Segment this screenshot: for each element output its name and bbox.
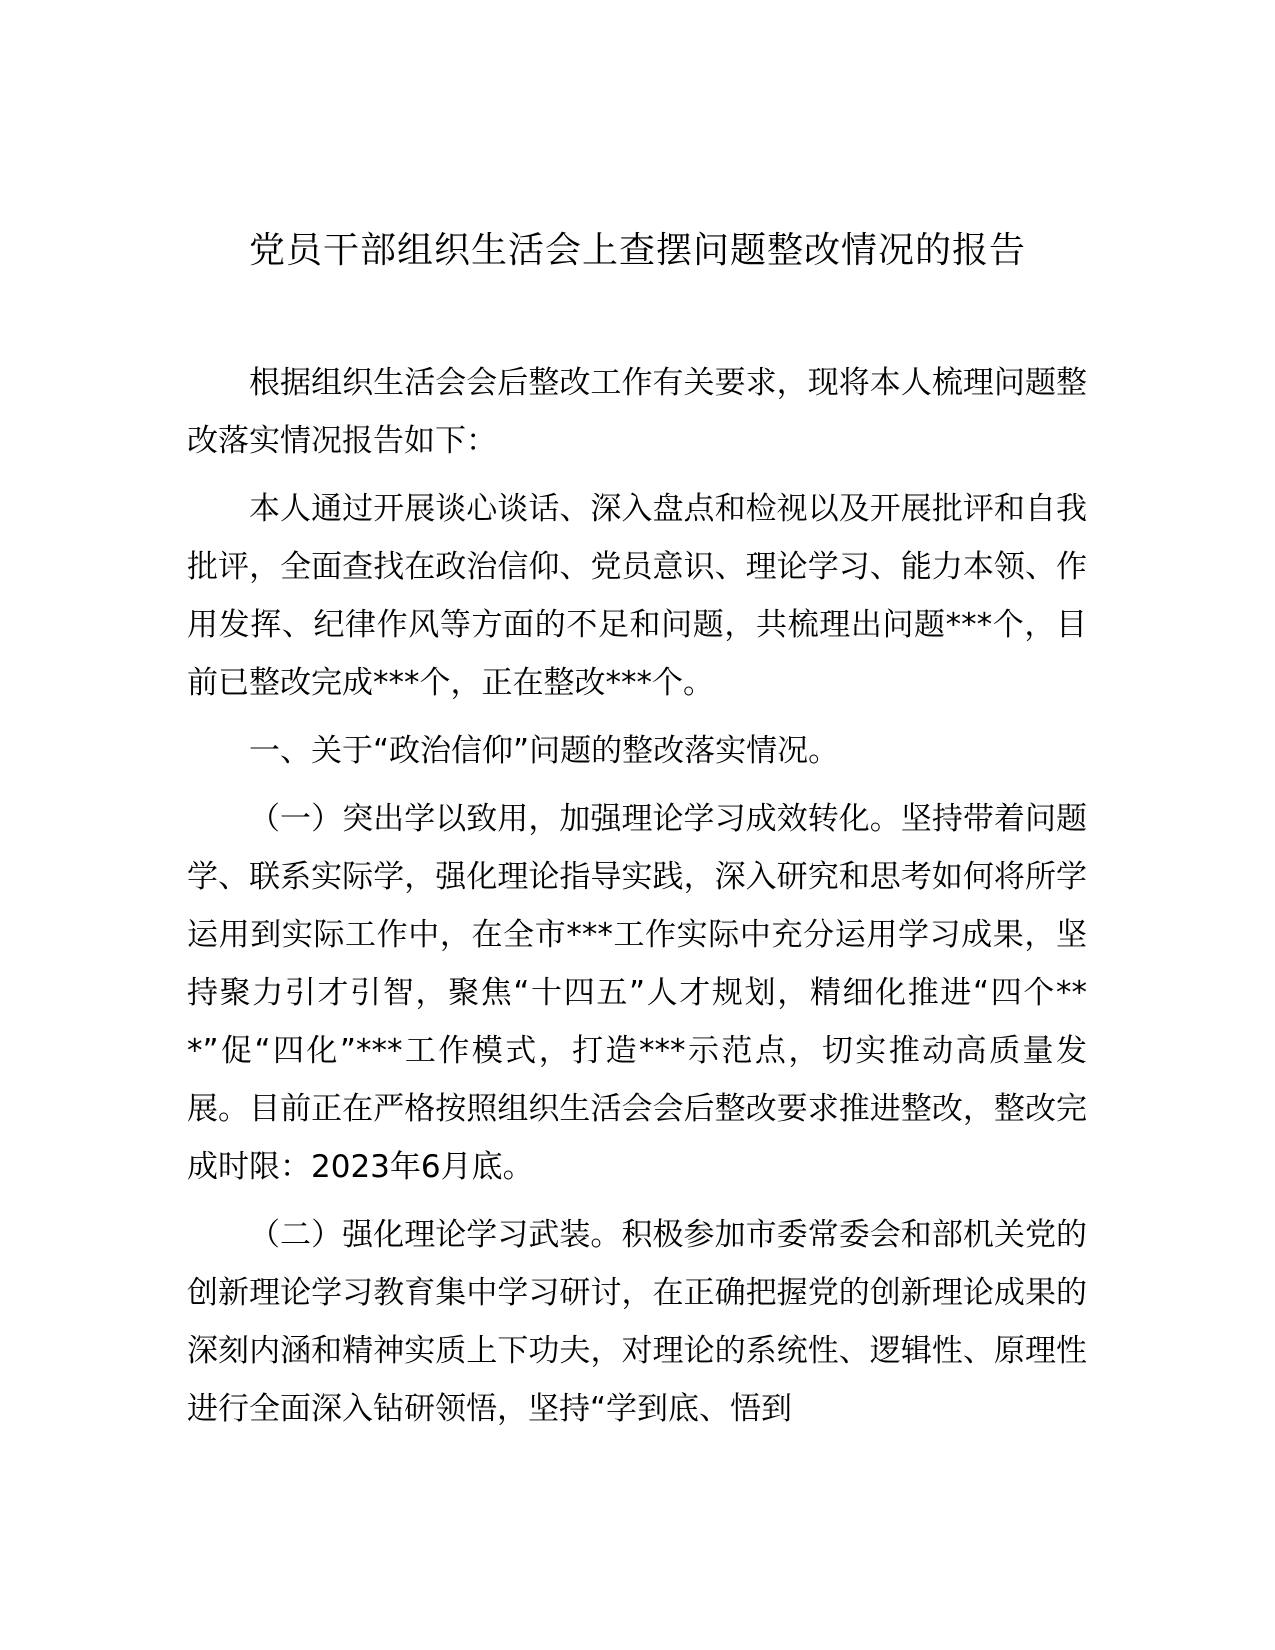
paragraph-overview: 本人通过开展谈心谈话、深入盘点和检视以及开展批评和自我批评，全面查找在政治信仰、党员意识、理论学习、能力本领、作用发挥、纪律作风等方面的不足和问题，共梳理出问题***个，目前已整改完成***个，正在整改***个。 [187, 491, 1087, 701]
paragraph-item-2: （二）强化理论学习武装。积极参加市委常委会和部机关党的创新理论学习教育集中学习研讨，在正确把握党的创新理论成果的深刻内涵和精神实质上下功夫，对理论的系统性、逻辑性、原理性进行全面深入钻研领悟，坚持“学到底、悟到 [187, 1217, 1087, 1427]
section-heading-political-belief: 一、关于“政治信仰”问题的整改落实情况。 [249, 733, 840, 769]
paragraph-item-1: （一）突出学以致用，加强理论学习成效转化。坚持带着问题学、联系实际学，强化理论指导实践，深入研究和思考如何将所学运用到实际工作中，在全市***工作实际中充分运用学习成果，坚持聚力引才引智，聚焦“十四五”人才规划，精细化推进“四个***”促“四化”***工作模式，打造***示范点，切实推动高质量发展。目前正在严格按照组织生活会会后整改要求推进整改，整改完成时限：2023年6月底。 [187, 801, 1087, 1185]
paragraph-intro: 根据组织生活会会后整改工作有关要求，现将本人梳理问题整改落实情况报告如下： [187, 365, 1087, 459]
document-body [187, 354, 1087, 1448]
document-title: 党员干部组织生活会上查摆问题整改情况的报告 [248, 230, 1026, 271]
